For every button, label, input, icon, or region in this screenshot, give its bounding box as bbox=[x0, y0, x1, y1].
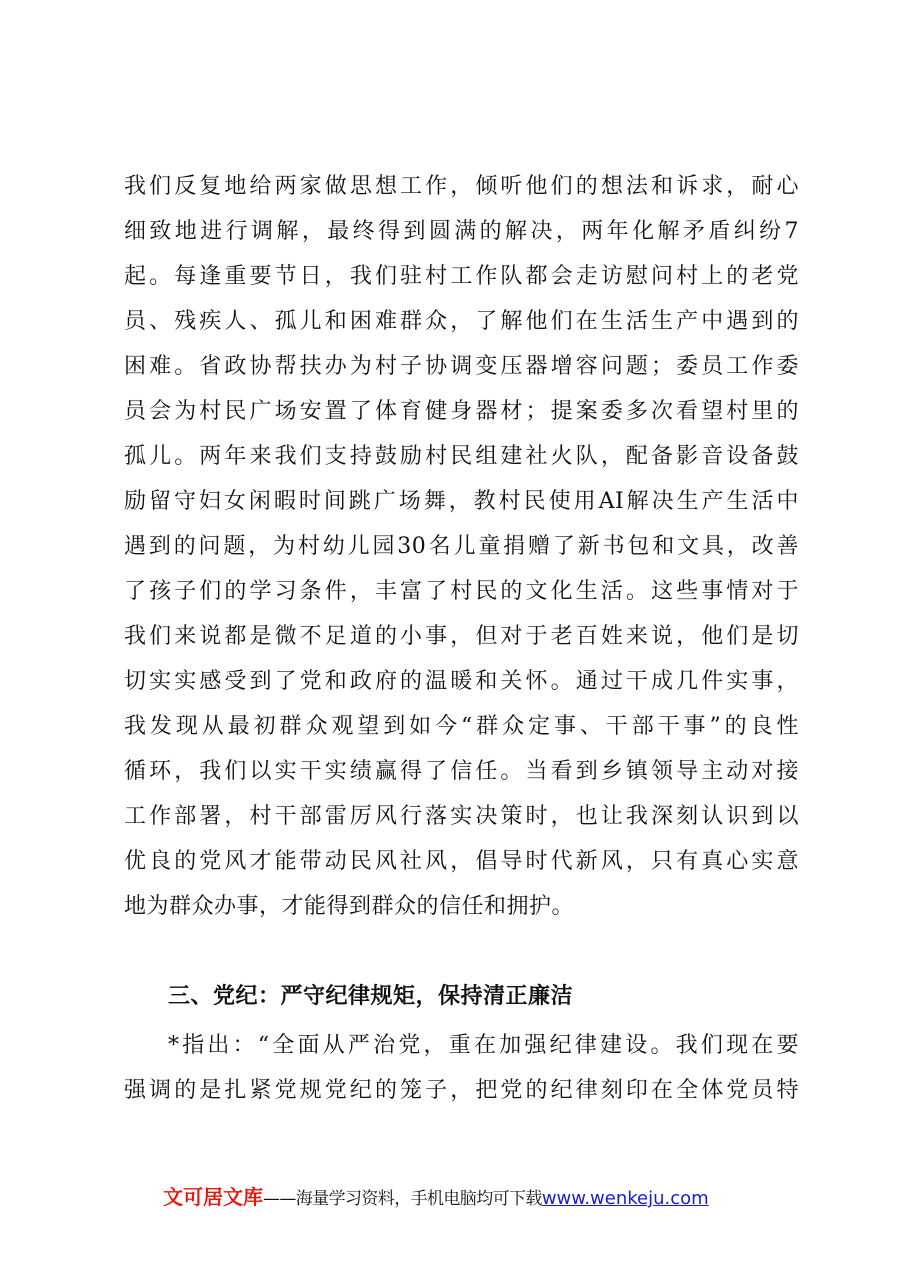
section-heading: 三、党纪：严守纪律规矩，保持清正廉洁 bbox=[168, 984, 574, 1009]
text-line: 切实实感受到了党和政府的温暖和关怀。通过干成几件实事， bbox=[124, 669, 799, 694]
body-paragraph-2 bbox=[124, 1023, 799, 1113]
text-line: 了孩子们的学习条件，丰富了村民的文化生活。这些事情对于 bbox=[124, 579, 799, 604]
text-line: 工作部署，村干部雷厉风行落实决策时，也让我深刻认识到以 bbox=[124, 804, 799, 829]
text-line: 励留守妇女闲暇时间跳广场舞，教村民使用AI解决生产生活中 bbox=[124, 489, 799, 514]
text-line: 起。每逢重要节日，我们驻村工作队都会走访慰问村上的老党 bbox=[124, 264, 799, 289]
text-line: 强调的是扎紧党规党纪的笼子，把党的纪律刻印在全体党员特 bbox=[124, 1078, 799, 1103]
text-line: 细致地进行调解，最终得到圆满的解决，两年化解矛盾纠纷7 bbox=[124, 219, 799, 244]
text-line: 遇到的问题，为村幼儿园30名儿童捐赠了新书包和文具，改善 bbox=[124, 534, 799, 559]
text-line: 员、残疾人、孤儿和困难群众，了解他们在生活生产中遇到的 bbox=[124, 309, 799, 334]
text-line: 我发现从最初群众观望到如今“群众定事、干部干事”的良性 bbox=[124, 714, 799, 739]
text-line: 优良的党风才能带动民风社风，倡导时代新风，只有真心实意 bbox=[124, 849, 799, 874]
text-line: 我们反复地给两家做思想工作，倾听他们的想法和诉求，耐心 bbox=[124, 174, 799, 199]
footer-banner bbox=[163, 1180, 709, 1214]
footer-brand: 文可居文库 bbox=[163, 1185, 263, 1209]
text-line: 员会为村民广场安置了体育健身器材；提案委多次看望村里的 bbox=[124, 399, 799, 424]
text-line: *指出：“全面从严治党，重在加强纪律建设。我们现在要 bbox=[168, 1033, 799, 1058]
body-paragraph bbox=[124, 164, 799, 929]
text-line: 我们来说都是微不足道的小事，但对于老百姓来说，他们是切 bbox=[124, 624, 799, 649]
text-line: 循环，我们以实干实绩赢得了信任。当看到乡镇领导主动对接 bbox=[124, 759, 799, 784]
text-line: 困难。省政协帮扶办为村子协调变压器增容问题；委员工作委 bbox=[124, 354, 799, 379]
footer-tagline: ——海量学习资料，手机电脑均可下载 bbox=[263, 1189, 542, 1209]
footer-link[interactable]: www.wenkeju.com bbox=[541, 1188, 709, 1209]
text-line: 孤儿。两年来我们支持鼓励村民组建社火队，配备影音设备鼓 bbox=[124, 444, 799, 469]
text-line: 地为群众办事，才能得到群众的信任和拥护。 bbox=[124, 894, 575, 919]
